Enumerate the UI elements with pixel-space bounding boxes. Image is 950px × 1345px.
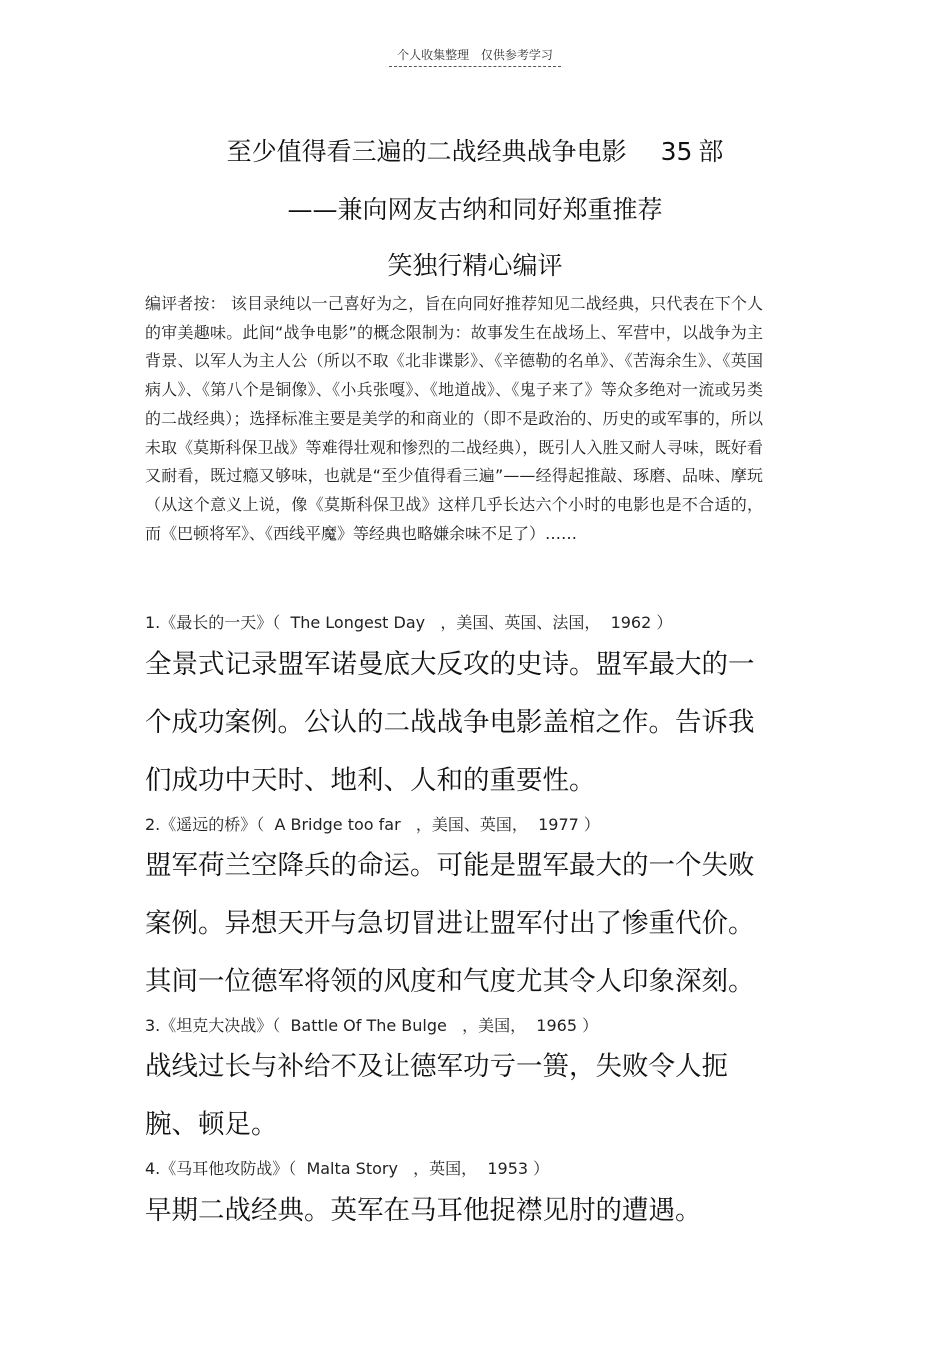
film-heading-1: 1.《最长的一天》（ The Longest Day ，美国、英国、法国， 1962 ） [145, 613, 673, 632]
film-description-2: 盟军荷兰空降兵的命运。可能是盟军最大的一个失败案例。异想天开与急切冒进让盟军付出了惨重代价。其间一位德军将领的风度和气度尤其令人印象深刻。 [145, 850, 755, 997]
title-line-3: 笑独行精心编评 [387, 251, 563, 280]
film-heading-3: 3.《坦克大决战》（ Battle Of The Bulge ，美国， 1965 ） [145, 1016, 599, 1035]
title-number: 35 [660, 137, 693, 166]
header-left-text: 个人收集整理 [397, 48, 470, 62]
title-main-text: 至少值得看三遍的二战经典战争电影 [226, 137, 627, 166]
film-heading-2: 2.《遥远的桥》（ A Bridge too far ，美国、英国， 1977 ） [145, 815, 600, 834]
film-description-1: 全景式记录盟军诺曼底大反攻的史诗。盟军最大的一个成功案例。公认的二战战争电影盖棺之作。告诉我们成功中天时、地利、人和的重要性。 [145, 649, 755, 796]
film-description-3: 战线过长与补给不及让德军功亏一篑，失败令人扼腕、顿足。 [145, 1051, 728, 1140]
title-suffix: 部 [698, 137, 724, 166]
editor-note: 编评者按： 该目录纯以一己喜好为之，旨在向同好推荐知见二战经典，只代表在下个人的审美趣味。此间“战争电影”的概念限制为：故事发生在战场上、军营中，以战争为主背景、以军人为主人公（所以不取《北非谍影》、《辛德勒的名单》、《苦海余生》、《英国病人》、《第八个是铜像》、《小兵张嘎》、《地道战》、《鬼子来了》等众多绝对一流或另类的二战经典）；选择标准主要是美学的和商业的（即不是政治的、历史的或军事的，所以未取《莫斯科保卫战》等难得壮观和惨烈的二战经典），既引人入胜又耐人寻味，既好看又耐看，既过瘾又够味，也就是“至少值得看三遍”——经得起推敲、琢磨、品味、摩玩（从这个意义上说，像《莫斯科保卫战》这样几乎长达六个小时的电影也是不合适的，而《巴顿将军》、《西线平魔》等经典也略嫌余味不足了）…… [145, 294, 763, 543]
header-right-text: 仅供参考学习 [480, 48, 553, 62]
title-line-1 [0, 132, 950, 168]
film-heading-4: 4.《马耳他攻防战》（ Malta Story ，英国， 1953 ） [145, 1159, 550, 1178]
title-line-2: ——兼向网友古纳和同好郑重推荐 [287, 195, 663, 224]
page-header [0, 44, 950, 67]
header-watermark [389, 46, 561, 67]
film-description-4: 早期二战经典。英军在马耳他捉襟见肘的遭遇。 [145, 1195, 702, 1226]
